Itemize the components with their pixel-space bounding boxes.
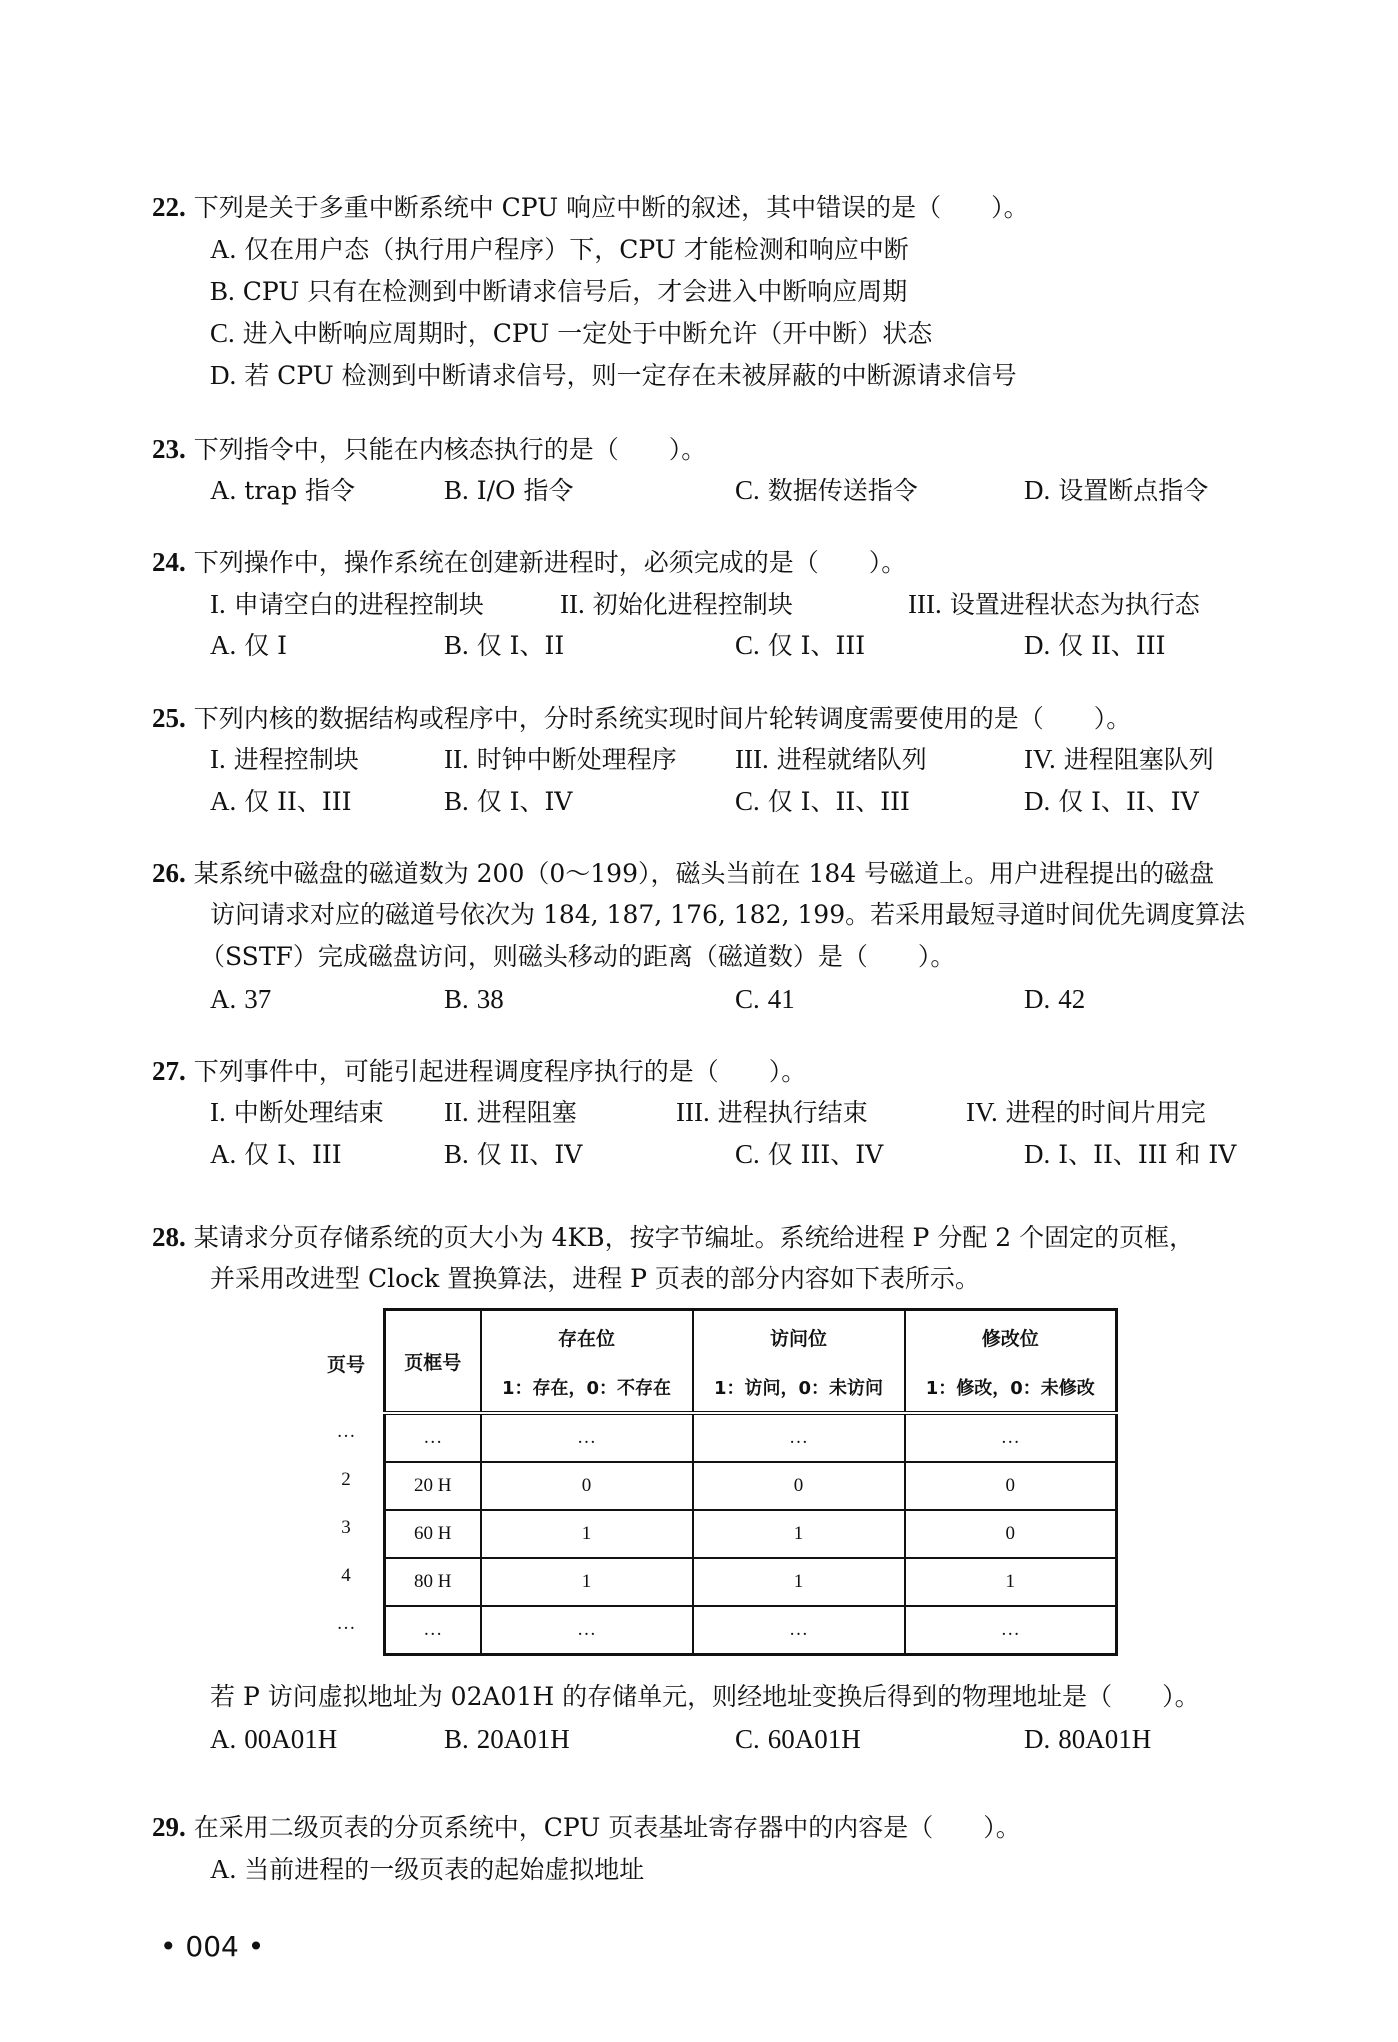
table-cell: 1 [905,1558,1117,1606]
table-header-access: 访问位 [693,1310,905,1364]
question-27-stem: 27. 下列事件中，可能引起进程调度程序执行的是（ ）。 [152,1056,807,1086]
question-22-stem [152,190,1029,225]
table-cell: … [693,1413,905,1462]
table-cell: … [481,1413,693,1462]
q23-option-d: D. 设置断点指令 [1024,475,1209,505]
table-cell: … [385,1413,481,1462]
question-23-stem: 23. 下列指令中，只能在内核态执行的是（ ）。 [152,434,707,464]
q25-item-2: II. 时钟中断处理程序 [444,744,677,774]
table-row [385,1558,1117,1606]
q27-option-b: B. 仅 II、IV [444,1139,583,1169]
page-table [383,1308,1118,1656]
table-header-modify: 修改位 [905,1310,1117,1364]
table-subheader-present: 1：存在，0：不存在 [481,1363,693,1413]
table-cell: … [693,1606,905,1655]
q28-option-c: C. 60A01H [735,1724,861,1754]
table-subheader-access: 1：访问，0：未访问 [693,1363,905,1413]
q24-option-a: A. 仅 I [210,630,288,660]
question-28-stem-line-1: 28. 某请求分页存储系统的页大小为 4KB，按字节编址。系统给进程 P 分配 2 个固定的页框， [152,1222,1195,1252]
q26-option-a: A. 37 [210,984,272,1014]
q27-option-d: D. I、II、III 和 IV [1024,1139,1237,1169]
table-cell: … [385,1606,481,1655]
question-number: 22. [152,192,186,222]
q27-option-a: A. 仅 I、III [210,1139,342,1169]
table-header-frame: 页框号 [385,1310,481,1414]
q24-option-d: D. 仅 II、III [1024,630,1166,660]
table-cell: … [905,1606,1117,1655]
q28-option-a: A. 00A01H [210,1724,338,1754]
q28-option-d: D. 80A01H [1024,1724,1152,1754]
page-number: • 004 • [160,1930,265,1963]
q24-option-b: B. 仅 I、II [444,630,565,660]
table-cell: 1 [693,1510,905,1558]
table-page-number: 4 [341,1565,351,1586]
table-subheader-row [385,1363,1117,1413]
q27-item-4: IV. 进程的时间片用完 [966,1097,1206,1127]
table-row [385,1462,1117,1510]
q24-item-2: II. 初始化进程控制块 [560,589,793,619]
question-25-stem: 25. 下列内核的数据结构或程序中，分时系统实现时间片轮转调度需要使用的是（ ）。 [152,703,1132,733]
q24-item-1: I. 申请空白的进程控制块 [210,589,484,619]
table-cell: 1 [481,1558,693,1606]
q23-option-c: C. 数据传送指令 [735,475,918,505]
table-cell: 1 [481,1510,693,1558]
table-page-number: 2 [341,1469,351,1490]
q24-item-3: III. 设置进程状态为执行态 [908,589,1200,619]
table-page-number: 3 [341,1517,351,1538]
q27-option-c: C. 仅 III、IV [735,1139,884,1169]
question-28-after-text: 若 P 访问虚拟地址为 02A01H 的存储单元，则经地址变换后得到的物理地址是（ ）。 [210,1682,1200,1711]
q25-option-d: D. 仅 I、II、IV [1024,786,1199,816]
question-text: 下列是关于多重中断系统中 CPU 响应中断的叙述，其中错误的是（ ）。 [193,193,1029,222]
q25-option-b: B. 仅 I、IV [444,786,573,816]
table-cell: … [905,1413,1117,1462]
question-26-stem-line-3: （SSTF）完成磁盘访问，则磁头移动的距离（磁道数）是（ ）。 [200,942,956,971]
q25-option-c: C. 仅 I、II、III [735,786,910,816]
q25-item-1: I. 进程控制块 [210,744,359,774]
question-24-stem: 24. 下列操作中，操作系统在创建新进程时，必须完成的是（ ）。 [152,547,907,577]
q29-option-a: A. 当前进程的一级页表的起始虚拟地址 [210,1854,645,1884]
table-cell: 1 [693,1558,905,1606]
q27-item-3: III. 进程执行结束 [676,1097,868,1127]
q28-option-b: B. 20A01H [444,1724,570,1754]
q25-item-4: IV. 进程阻塞队列 [1024,744,1214,774]
table-cell: 0 [481,1462,693,1510]
q25-item-3: III. 进程就绪队列 [735,744,927,774]
table-cell: 0 [693,1462,905,1510]
table-header-row [385,1310,1117,1364]
q26-option-c: C. 41 [735,984,795,1014]
q24-option-c: C. 仅 I、III [735,630,866,660]
q25-option-a: A. 仅 II、III [210,786,352,816]
table-subheader-modify: 1：修改，0：未修改 [905,1363,1117,1413]
table-side-header: 页号 [326,1354,365,1376]
table-cell: 0 [905,1510,1117,1558]
table-header-present: 存在位 [481,1310,693,1364]
table-cell: 20 H [385,1462,481,1510]
q23-option-a: A. trap 指令 [210,475,356,505]
q22-option-c: C. 进入中断响应周期时，CPU 一定处于中断允许（开中断）状态 [210,318,933,348]
table-cell: 0 [905,1462,1117,1510]
question-28-stem-line-2: 并采用改进型 Clock 置换算法，进程 P 页表的部分内容如下表所示。 [210,1264,980,1293]
table-page-number: … [336,1613,356,1634]
question-29-stem: 29. 在采用二级页表的分页系统中，CPU 页表基址寄存器中的内容是（ ）。 [152,1812,1021,1842]
table-row [385,1510,1117,1558]
q22-option-a: A. 仅在用户态（执行用户程序）下，CPU 才能检测和响应中断 [210,234,909,264]
q26-option-b: B. 38 [444,984,504,1014]
question-26-stem-line-1: 26. 某系统中磁盘的磁道数为 200（0～199），磁头当前在 184 号磁道上。用户进程提出的磁盘 [152,858,1215,888]
q27-item-1: I. 中断处理结束 [210,1097,384,1127]
table-cell: 80 H [385,1558,481,1606]
table-row [385,1413,1117,1462]
q26-option-d: D. 42 [1024,984,1086,1014]
table-cell: 60 H [385,1510,481,1558]
table-page-number: … [336,1421,356,1442]
q23-option-b: B. I/O 指令 [444,475,574,505]
table-cell: … [481,1606,693,1655]
q22-option-b: B. CPU 只有在检测到中断请求信号后，才会进入中断响应周期 [210,276,908,306]
q22-option-d: D. 若 CPU 检测到中断请求信号，则一定存在未被屏蔽的中断源请求信号 [210,360,1017,390]
table-row [385,1606,1117,1655]
question-26-stem-line-2: 访问请求对应的磁道号依次为 184, 187, 176, 182, 199。若采用最短寻道时间优先调度算法 [210,900,1246,929]
q27-item-2: II. 进程阻塞 [444,1097,577,1127]
